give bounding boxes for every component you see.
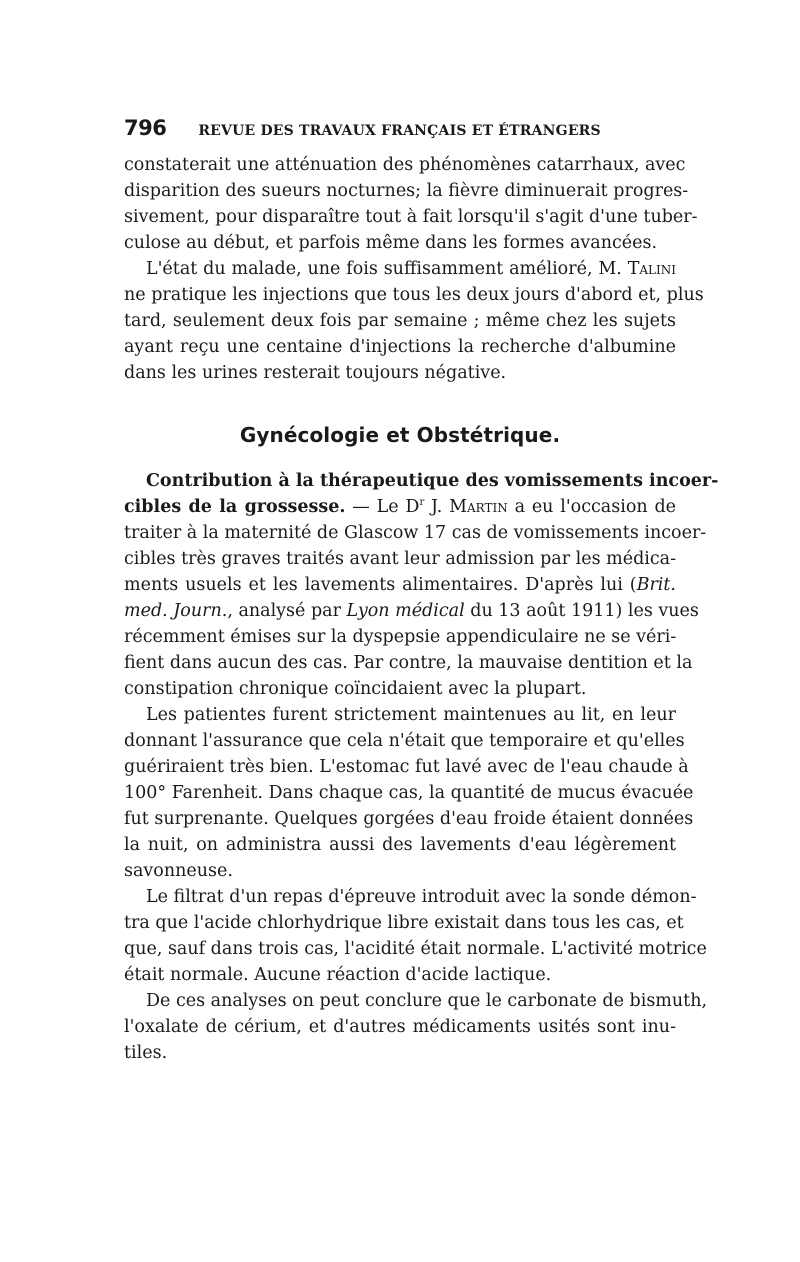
text-line [124, 256, 676, 282]
text-line: fut surprenante. Quelques gorgées d'eau froide étaient données [124, 809, 694, 829]
text-line: constaterait une atténuation des phénomènes catarrhaux, avec [124, 155, 686, 175]
text-fragment: ments usuels et les lavements alimentaires. D'après lui ( [124, 575, 637, 595]
text-line: Les patientes furent strictement maintenues au lit, en leur [146, 705, 676, 725]
paragraph-patientes [124, 702, 694, 884]
text-line: sivement, pour disparaître tout à fait lorsqu'il s'agit d'une tuber- [124, 207, 698, 227]
text-line: cibles très graves traités avant leur admission par les médica- [124, 549, 677, 569]
text-fragment: L'état du malade, une fois suffisamment amélioré, M. [146, 259, 628, 279]
text-line: traiter à la maternité de Glascow 17 cas de vomissements incoer- [124, 523, 707, 543]
author-name: Martin [449, 497, 508, 517]
paragraph-filtrat [124, 884, 707, 988]
spacer [124, 450, 676, 468]
article-title-line: Contribution à la thérapeutique des vomissements incoer- [146, 471, 719, 491]
section-heading: Gynécologie et Obstétrique. [239, 423, 561, 447]
text-fragment: , analysé par [227, 601, 347, 621]
text-line [124, 572, 676, 598]
text-line [124, 494, 676, 520]
text-line: la nuit, on administra aussi des lavements d'eau légèrement [124, 835, 676, 855]
text-line: tard, seulement deux fois par semaine ; même chez les sujets [124, 311, 676, 331]
text-line: était normale. Aucune réaction d'acide lactique. [124, 965, 552, 985]
superscript: r [419, 497, 425, 509]
text-line: disparition des sueurs nocturnes; la fièvre diminuerait progres- [124, 181, 689, 201]
text-line: ayant reçu une centaine d'injections la recherche d'albumine [124, 337, 676, 357]
text-line: 100° Farenheit. Dans chaque cas, la quantité de mucus évacuée [124, 783, 694, 803]
spacer [124, 386, 676, 420]
text-line: tiles. [124, 1043, 168, 1063]
text-line: tra que l'acide chlorhydrique libre existait dans tous les cas, et [124, 913, 684, 933]
text-line: ne pratique les injections que tous les deux jours d'abord et, plus [124, 285, 704, 305]
text-fragment: — Le D [345, 497, 420, 517]
author-name: Talini [627, 259, 676, 279]
journal-citation: med. Journ. [124, 601, 228, 621]
text-line: culose au début, et parfois même dans les formes avancées. [124, 233, 658, 253]
text-line: Le filtrat d'un repas d'épreuve introduit avec la sonde démon- [146, 887, 697, 907]
text-line: savonneuse. [124, 861, 233, 881]
text-fragment: du 13 août 1911) les vues [464, 601, 699, 621]
text-fragment: J. [424, 497, 450, 517]
text-line: que, sauf dans trois cas, l'acidité était normale. L'activité motrice [124, 939, 707, 959]
text-line: l'oxalate de cérium, et d'autres médicaments usités sont inu- [124, 1017, 676, 1037]
paragraph-continuation [124, 152, 698, 256]
text-line: donnant l'assurance que cela n'était que temporaire et qu'elles [124, 731, 685, 751]
paragraph-talini [124, 256, 704, 386]
text-line: constipation chronique coïncidaient avec la plupart. [124, 679, 587, 699]
journal-citation: Lyon médical [346, 601, 465, 621]
body-text [124, 152, 719, 1066]
journal-citation: Brit. [636, 575, 676, 595]
text-line: fient dans aucun des cas. Par contre, la mauvaise dentition et la [124, 653, 693, 673]
article-title-end: cibles de la grossesse. [124, 497, 346, 517]
page-number: 796 [124, 116, 167, 140]
text-line: dans les urines resterait toujours négative. [124, 363, 507, 383]
text-line: récemment émises sur la dyspepsie appendiculaire ne se véri- [124, 627, 677, 647]
text-line [124, 598, 699, 624]
journal-title: REVUE DES TRAVAUX FRANÇAIS ET ÉTRANGERS [198, 123, 601, 139]
running-head [124, 116, 676, 142]
text-line: guériraient très bien. L'estomac fut lavé avec de l'eau chaude à [124, 757, 689, 777]
text-fragment: a eu l'occasion de [507, 497, 676, 517]
text-line: De ces analyses on peut conclure que le carbonate de bismuth, [146, 991, 708, 1011]
paragraph-conclusion [124, 988, 708, 1066]
paragraph-martin [124, 468, 719, 702]
